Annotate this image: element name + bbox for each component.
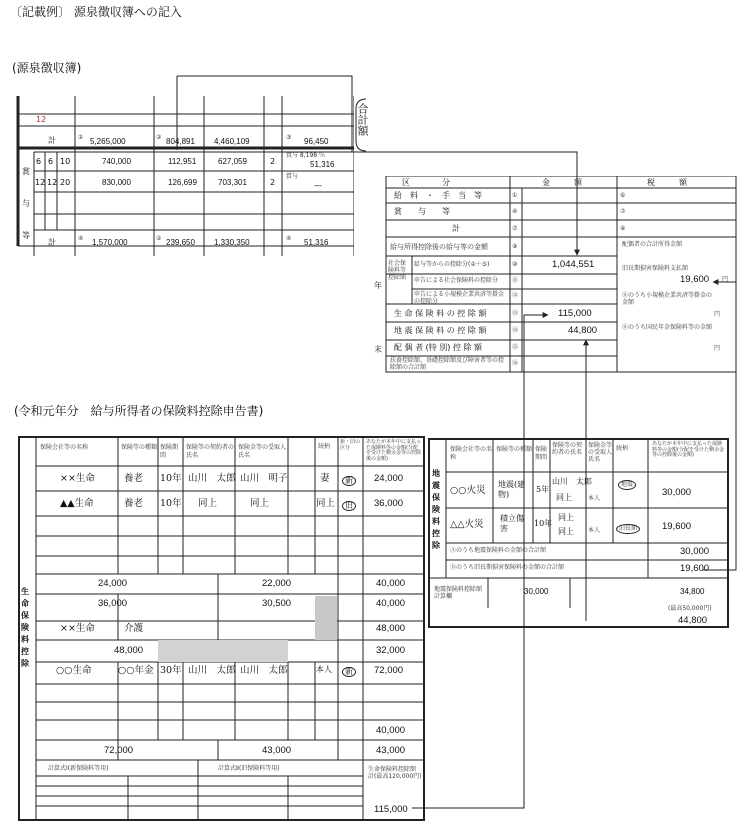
ledger-side-to: 等 (22, 231, 30, 240)
j-hdr-company: 保険会社等の名称 (450, 446, 493, 461)
note-kokumin-value: 19,600 (680, 274, 710, 285)
ledger-bottom-v2: 239,650 (166, 238, 195, 247)
hdr-period: 保険期間 (160, 444, 179, 459)
j-sum-b: 19,600 (680, 563, 710, 574)
ny-row-label-2: 賞 与 等 (394, 207, 450, 216)
ny-row-num-7: ⑫ (512, 292, 519, 299)
seimei-sub-f: 40,000 (376, 598, 406, 609)
seimei-r1-amount: 24,000 (374, 473, 404, 484)
nenkin-kind: ○○年金 (118, 665, 154, 676)
ny-row-label-4: 給与所得控除後の給与等の金額 (390, 243, 488, 251)
ny-row-num-9: ⑭ (512, 327, 519, 334)
total-bracket (352, 97, 372, 153)
ledger-top-v1: 5,265,000 (90, 137, 126, 146)
row1-m: 6 (36, 157, 42, 166)
nenkin-period: 30年 (160, 665, 182, 676)
life-insurance-form (18, 436, 426, 822)
ledger-top-v2: 804,891 (166, 137, 195, 146)
section-ledger-title: (源泉徴収簿) (12, 61, 82, 75)
page-title: 〔記載例〕 源泉徴収簿への記入 (10, 5, 182, 19)
seimei-r1-kubun: 新 (342, 476, 356, 486)
nenkin-d: 43,000 (262, 745, 292, 756)
j-r2-holder: 同上 (558, 513, 574, 522)
j-hdr-rel: 続柄 (616, 445, 629, 452)
section-declaration-title: (令和元年分 給与所得者の保険料控除申告書) (14, 404, 264, 418)
ny-row-num-8: ⑬ (512, 310, 519, 317)
nenkin-company: ○○生命 (56, 665, 92, 676)
j-r2-rel: 本人 (588, 527, 601, 534)
j-r2-payee: 同上 (558, 527, 574, 536)
ny-row-num-1: ① (512, 192, 518, 199)
seimei-r2-kubun: 旧 (342, 501, 356, 511)
seimei-total: 115,000 (374, 804, 408, 815)
ny-row-label-6: 申告による社会保険料の控除分 (414, 277, 499, 284)
seimei-r2-company: ▲▲生命 (60, 498, 94, 509)
row1-d1: 6 (48, 157, 54, 166)
row1-v3: 627,059 (218, 157, 247, 166)
seimei-r1-rel: 妻 (320, 473, 330, 484)
j-r2-amount: 19,600 (662, 521, 692, 532)
row2-tax-small: 賞与 (286, 173, 299, 180)
kaigo-ded: 32,000 (376, 645, 406, 656)
hdr-holder: 保険等の契約者の氏名 (186, 444, 235, 459)
hdr-zeigaku: 税 額 (647, 178, 687, 187)
ledger-bottom-v3: 1,330,350 (214, 238, 250, 247)
note-en-2: 円 (714, 311, 721, 318)
note-en-1: 円 (722, 276, 729, 283)
row2-v1: 830,000 (102, 178, 131, 187)
row2-m: 12 (35, 178, 46, 187)
j-r2-company: △△火災 (450, 519, 484, 530)
j-calc-b: 34,800 (680, 587, 705, 596)
ledger-side-yo: 与 (22, 199, 30, 208)
ny-row-label-3: 計 (452, 224, 460, 233)
row1-tax: 51,316 (310, 160, 335, 169)
j-r2-kubun: 旧長期 (616, 524, 640, 534)
row1-v2: 112,951 (168, 157, 197, 166)
note-en-3: 円 (714, 345, 721, 352)
nenkin-c: 40,000 (376, 725, 406, 736)
kaigo-total: 48,000 (114, 645, 144, 656)
row2-tax: — (314, 181, 322, 190)
nenkin-holder: 山川 太郎 (188, 665, 236, 676)
j-r1-amount: 30,000 (662, 487, 692, 498)
ny-row-value-8: 115,000 (558, 308, 592, 319)
hdr-amount: あなたが本年中に支払った保険料等の金額(分配を受けた剰余金等の控除後の金額) (366, 439, 422, 462)
nenkin-kubun: 新 (342, 667, 356, 677)
kaigo-amount: 48,000 (376, 623, 406, 634)
ny-row-label-10: 配 偶 者 (特 別) 控 除 額 (394, 343, 483, 352)
j-r1-rel: 本人 (588, 495, 601, 502)
ny-row-label-8: 生 命 保 険 料 の 控 除 額 (394, 309, 487, 318)
row1-tax-small: 賞与 8,198 ％ (286, 152, 325, 159)
circle-3-top: ③ (286, 134, 292, 141)
row2-d2: 20 (60, 178, 71, 187)
row1-d2: 10 (60, 157, 71, 166)
seimei-sub-b: 36,000 (98, 598, 128, 609)
bracket-label: 合計額 (356, 103, 369, 136)
ny-row-num-10: ⑮ (512, 344, 519, 351)
ledger-top-v4: 96,450 (304, 137, 329, 146)
circle-2-top: ② (156, 134, 162, 141)
j-r2-kind: 積立傷害 (500, 514, 524, 534)
j-total: 44,800 (678, 615, 708, 626)
ny-row-num-2: ④ (512, 208, 518, 215)
year-end-table (372, 176, 738, 376)
note-kokunen: ⑪のうち国民年金保険料等の金額 (622, 324, 713, 331)
j-max-label: (最高50,000円) (668, 605, 712, 612)
ny-row-label-5: 給与等からの控除分(②＋⑤) (414, 261, 490, 268)
j-hdr-amount: あなたが本年中に支払った保険料等の金額(分配を受けた剰余金等の控除後の金額) (652, 441, 724, 458)
j-sum-a: 30,000 (680, 546, 710, 557)
j-hdr-period: 保険期間 (535, 446, 548, 461)
ny-row-num2-3: ⑧ (620, 225, 626, 232)
ny-row-num-3: ⑦ (512, 225, 518, 232)
j-hdr-kind: 保険等の種類 (496, 446, 533, 453)
nenkin-e: 43,000 (376, 745, 406, 756)
note-kokumin: 旧長期損害保険料支払額 (622, 265, 689, 272)
ledger-kei-top: 計 (48, 136, 56, 145)
seimei-r2-kind: 養老 (124, 498, 144, 509)
row1-v1: 740,000 (102, 157, 131, 166)
ny-row-num-5: ⑩ (512, 261, 518, 268)
ny-row-value-5: 1,044,551 (552, 259, 595, 270)
kaigo-company: ××生命 (60, 623, 95, 634)
hdr-payee: 保険金等の受取人 氏名 (238, 444, 287, 459)
calc1-label: 計算式Ⅰ(新保険料等用) (48, 765, 109, 772)
j-sum-a-label: Ⓐのうち地震保険料の金額の合計額 (450, 547, 547, 554)
nenkin-rel: 本人 (316, 665, 332, 674)
seimei-sub-e: 40,000 (376, 578, 406, 589)
ny-row-value-9: 44,800 (568, 325, 598, 336)
hdr-kingaku: 金 額 (542, 178, 582, 187)
earthquake-form (428, 438, 730, 630)
row2-v3: 703,301 (218, 178, 247, 187)
circle-5-bottom: ② (156, 235, 162, 242)
nenkin-amount: 72,000 (374, 665, 404, 676)
jishin-side-label: 地震保険料控除 (432, 469, 440, 550)
j-r1-company: ○○火災 (450, 485, 486, 496)
j-r1-kind: 地震(建物) (498, 480, 526, 500)
j-calc-label: 地震保険料控除額 計算欄 (434, 586, 483, 601)
ny-row-num-6: ⑪ (512, 277, 519, 284)
seimei-sub-a: 24,000 (98, 578, 128, 589)
ny-row-label-7: 申告による小規模企業共済等掛金の控除分 (414, 291, 505, 305)
seimei-sub-c: 22,000 (262, 578, 292, 589)
hdr-kubun: 新・旧の区分 (340, 439, 361, 451)
ny-row-label-9: 地 震 保 険 料 の 控 除 額 (394, 326, 487, 335)
ny-side-nen: 年 (374, 281, 382, 290)
j-r2-period: 10年 (534, 519, 553, 528)
j-hdr-holder: 保険等の契約者の氏名 (552, 442, 583, 457)
ny-row-num2-2: ⑦ (620, 208, 626, 215)
circle-1-top: ① (78, 134, 84, 141)
ledger-top-v3: 4,460,109 (214, 137, 250, 146)
kaigo-kind: 介護 (124, 623, 144, 634)
seimei-r1-payee: 山川 明子 (240, 473, 288, 484)
seimei-r1-kind: 養老 (124, 473, 144, 484)
j-r1-kubun: 地震 (618, 480, 636, 490)
hdr-rel: 続柄 (318, 443, 331, 450)
ledger-kei-bottom: 計 (48, 238, 56, 247)
row2-dep: 2 (270, 178, 276, 187)
seimei-r2-payee: 同上 (250, 498, 270, 509)
ledger-table (14, 96, 354, 261)
seimei-total-label: 生命保険料控除額 計(最高120,000円) (368, 766, 422, 781)
seimei-r2-period: 10年 (160, 498, 182, 509)
seimei-r2-rel: 同上 (316, 498, 336, 509)
ny-row-num-4: ⑨ (512, 243, 518, 250)
ledger-side-sho: 賞 (22, 167, 30, 176)
j-hdr-payee: 保険金等の受取人 氏名 (588, 442, 613, 464)
row2-d1: 12 (47, 178, 58, 187)
hdr-kubun: 区 分 (402, 178, 450, 187)
row1-dep: 2 (270, 157, 276, 166)
j-calc-a: 30,000 (524, 587, 549, 596)
circle-6-bottom: ④ (286, 235, 292, 242)
seimei-r2-amount: 36,000 (374, 498, 404, 509)
circle-4-bottom: ④ (78, 235, 84, 242)
seimei-side-label: 生命保険料控除 (21, 587, 29, 668)
calc2-label: 計算式Ⅱ(旧保険料等用) (218, 765, 280, 772)
ledger-bottom-v4: 51,316 (304, 238, 329, 247)
seimei-r2-holder: 同上 (198, 498, 218, 509)
ny-side-matsu: 末 (374, 345, 382, 354)
nenkin-payee: 山川 太郎 (240, 665, 288, 676)
j-r1-payee: 同上 (556, 493, 572, 502)
ledger-month-12: 12 (36, 115, 47, 124)
ledger-bottom-v1: 1,570,000 (92, 238, 128, 247)
note-haigu: 配偶者の合計所得金額 (622, 241, 683, 248)
hdr-kind: 保険等の種類 (121, 444, 158, 451)
ny-row-label-11: 扶養控除額、基礎控除額及び障害者等の控除額の合計額 (390, 357, 505, 371)
j-r1-period: 5年 (536, 485, 550, 494)
ny-row-label-1: 給 料 ・ 手 当 等 (394, 191, 482, 200)
row2-v2: 126,699 (168, 178, 197, 187)
seimei-sub-d: 30,500 (262, 598, 292, 609)
note-shokibo: ⑪のうち小規模企業共済等掛金の金額 (622, 292, 713, 307)
hdr-company: 保険会社等の名称 (40, 444, 89, 451)
ny-row-num2-1: ⑥ (620, 192, 626, 199)
seimei-r1-period: 10年 (160, 473, 182, 484)
j-r1-holder: 山川 太郎 (552, 477, 592, 486)
nenkin-sub: 72,000 (104, 745, 134, 756)
ny-row-num-11: ⑯ (512, 360, 519, 367)
j-sum-b-label: Ⓑのうち旧長期損害保険料の金額の合計額 (450, 564, 565, 571)
seimei-r1-company: ××生命 (60, 473, 95, 484)
seimei-r1-holder: 山川 太郎 (188, 473, 236, 484)
ny-group-shakai: 社会保険料等控除額 (388, 260, 407, 282)
